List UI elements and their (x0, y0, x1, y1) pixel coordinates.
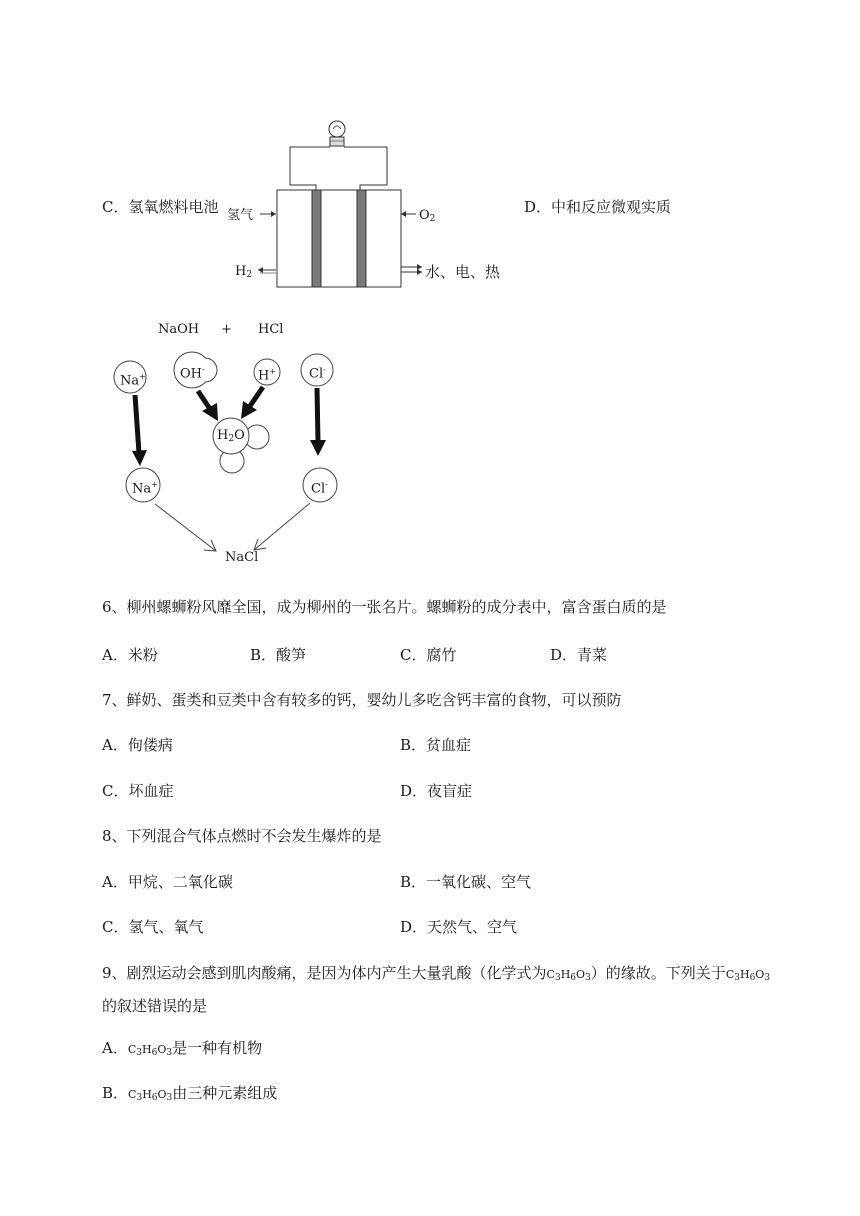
q6-option-b: B．酸笋 (250, 646, 307, 664)
water-label: $H_2O$ (217, 428, 245, 444)
oh-ion-label: OH- (180, 365, 205, 382)
cl-ion-label-top: Cl- (309, 365, 326, 382)
plus-sign: + (221, 322, 232, 337)
cl-ion-label-bottom: Cl- (311, 480, 328, 497)
q6-option-c: C．腐竹 (400, 646, 457, 664)
fuel-cell-o2-in-label: $O_2$ (419, 208, 436, 224)
q7-option-a: A．佝偻病 (102, 736, 173, 754)
product-nacl-label: NaCl (225, 550, 259, 565)
q7-option-c: C．坏血症 (102, 782, 174, 800)
fuel-cell-h2-out-label: $H_2$ (235, 264, 253, 280)
lactic-acid-formula: $C_3H_6O_3$ (546, 968, 591, 983)
q9-stem-line1: 9、剧烈运动会感到肌肉酸痛，是因为体内产生大量乳酸（化学式为$C_3H_6O_3$）的缘故。下列关于$C_3H_6O_3$ (102, 964, 771, 983)
na-ion-label-bottom: Na+ (132, 480, 158, 497)
q8-option-d: D．天然气、空气 (400, 918, 518, 936)
q6-option-d: D．青菜 (550, 646, 608, 664)
q8-option-b: B．一氧化碳、空气 (400, 873, 532, 891)
q6-stem: 6、柳州螺蛳粉风靡全国，成为柳州的一张名片。螺蛳粉的成分表中，富含蛋白质的是 (102, 598, 667, 616)
q9-option-a: A．$C_3H_6O_3$是一种有机物 (102, 1039, 263, 1058)
na-ion-label-top: Na+ (120, 372, 146, 389)
h-ion-label: H+ (258, 367, 277, 384)
lactic-acid-formula: $C_3H_6O_3$ (725, 968, 771, 983)
q7-option-d: D．夜盲症 (400, 782, 473, 800)
fuel-cell-hydrogen-in-label: 氢气 (227, 208, 254, 223)
q7-option-b: B．贫血症 (400, 736, 472, 754)
q9-option-b: B．$C_3H_6O_3$由三种元素组成 (102, 1084, 278, 1103)
reactant-hcl-label: HCl (258, 322, 284, 337)
fuel-cell-output-label: 水、电、热 (425, 263, 501, 281)
q8-option-a: A．甲烷、二氧化碳 (102, 873, 233, 891)
q6-option-a: A．米粉 (102, 646, 158, 664)
q8-stem: 8、下列混合气体点燃时不会发生爆炸的是 (102, 827, 382, 845)
q9-stem-line2: 的叙述错误的是 (102, 997, 208, 1015)
q5-option-d: D．中和反应微观实质 (524, 198, 672, 216)
q7-stem: 7、鲜奶、蛋类和豆类中含有较多的钙，婴幼儿多吃含钙丰富的食物，可以预防 (102, 691, 622, 709)
q5-option-c: C．氢氧燃料电池 (102, 198, 219, 216)
light-bulb-icon (329, 121, 345, 146)
reactant-naoh-label: NaOH (158, 322, 200, 337)
q8-option-c: C．氢气、氧气 (102, 918, 204, 936)
